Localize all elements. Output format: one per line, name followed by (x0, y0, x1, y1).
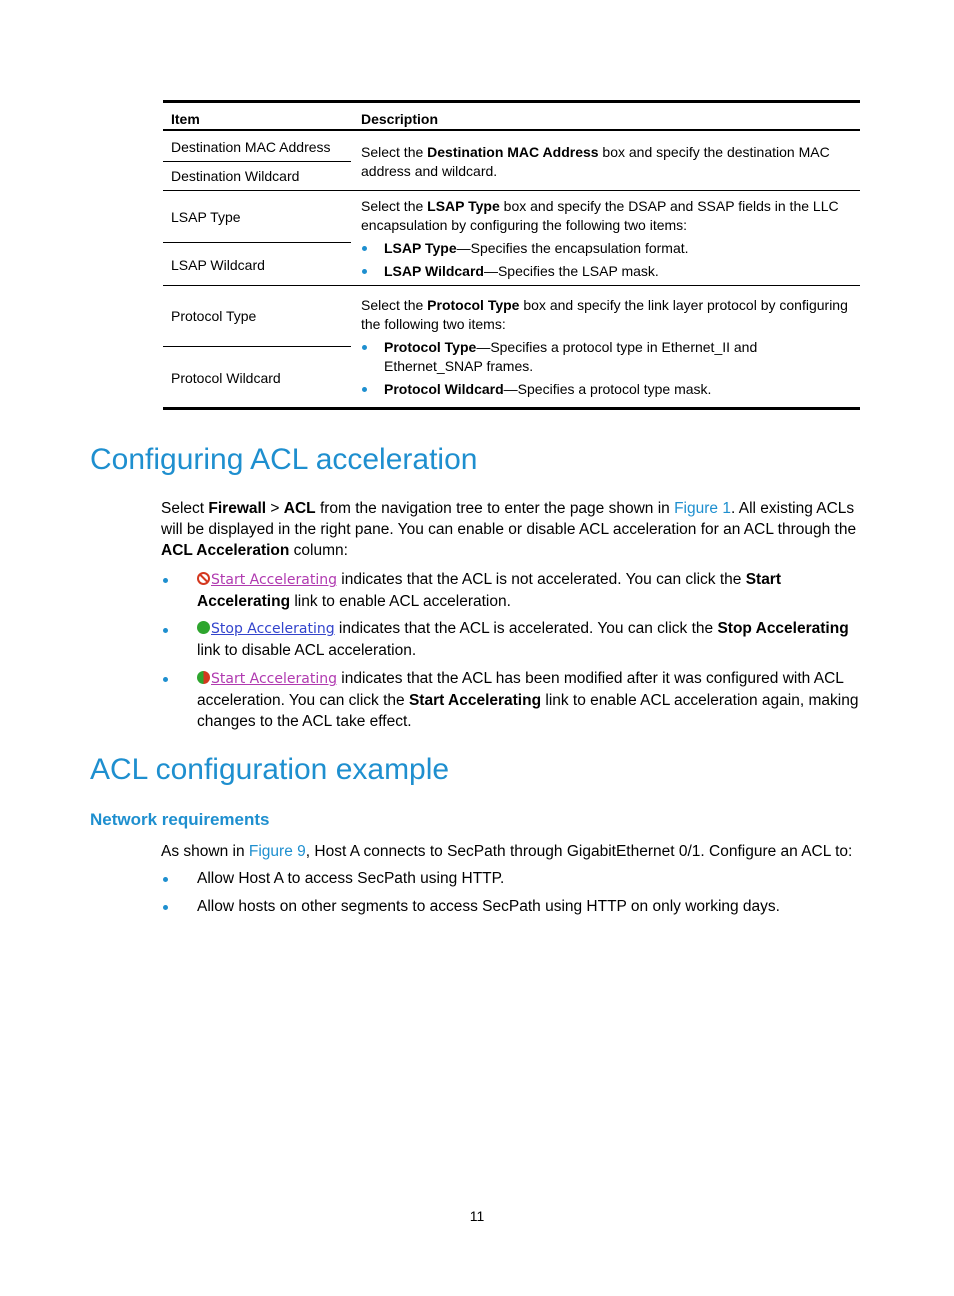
table-cell-protocol-type: Protocol Type (171, 308, 257, 324)
table-cell-lsap-desc: Select the LSAP Type box and specify the DSAP and SSAP fields in the LLC encapsulation by configuring the following two items: (361, 198, 839, 233)
table-cell-dest-desc: Select the Destination MAC Address box and specify the destination MAC address and wildcard. (361, 144, 830, 179)
table-header-item: Item (171, 111, 200, 127)
figure-9-link[interactable]: Figure 9 (248, 843, 306, 860)
bullet-dot (163, 628, 168, 633)
bullet-dot (163, 877, 168, 882)
start-accelerating-link[interactable]: Start Accelerating (211, 572, 337, 588)
table-bottom-rule (163, 407, 860, 410)
modified-icon (197, 671, 210, 684)
requirement-item: Allow hosts on other segments to access SecPath using HTTP on only working days. (197, 898, 780, 915)
row-divider (163, 161, 351, 162)
bullet-dot (163, 905, 168, 910)
stop-accelerating-link[interactable]: Stop Accelerating (211, 621, 335, 637)
bullet-dot (362, 269, 367, 274)
section-heading-acl-acceleration: Configuring ACL acceleration (90, 443, 478, 476)
start-accelerating-link[interactable]: Start Accelerating (211, 671, 337, 687)
requirement-item: Allow Host A to access SecPath using HTTP. (197, 870, 505, 887)
protocol-bullet-type: Protocol Type—Specifies a protocol type in Ethernet_II and Ethernet_SNAP frames. (384, 339, 758, 374)
bullet-dot (362, 387, 367, 392)
bullet-dot (362, 246, 367, 251)
row-divider (163, 285, 860, 286)
row-divider (163, 346, 351, 347)
table-cell-dest-mac: Destination MAC Address (171, 139, 331, 155)
table-cell-dest-wildcard: Destination Wildcard (171, 168, 300, 184)
lsap-bullet-wildcard: LSAP Wildcard—Specifies the LSAP mask. (384, 263, 659, 279)
bullet-accelerated: Stop Accelerating indicates that the ACL is accelerated. You can click the Stop Accelerating link to disable ACL acceleration. (197, 620, 849, 659)
accelerated-icon (197, 621, 210, 634)
table-header-rule (163, 129, 860, 131)
row-divider (163, 190, 860, 191)
figure-1-link[interactable]: Figure 1 (674, 500, 731, 517)
not-accelerated-icon (197, 572, 210, 585)
table-top-rule (163, 100, 860, 103)
table-cell-protocol-wildcard: Protocol Wildcard (171, 370, 281, 386)
bullet-not-accelerated: Start Accelerating indicates that the ACL is not accelerated. You can click the Start Accelerating link to enable ACL acceleration. (197, 571, 782, 610)
protocol-bullet-wildcard: Protocol Wildcard—Specifies a protocol type mask. (384, 381, 712, 397)
bullet-dot (163, 578, 168, 583)
table-header-description: Description (361, 111, 439, 127)
page-number: 11 (469, 1208, 485, 1224)
network-requirements-paragraph: As shown in Figure 9, Host A connects to SecPath through GigabitEthernet 0/1. Configure an ACL to: (161, 843, 853, 860)
table-cell-protocol-desc: Select the Protocol Type box and specify the link layer protocol by configuring the following two items: (361, 297, 848, 332)
bullet-dot (163, 677, 168, 682)
bullet-modified: Start Accelerating indicates that the ACL has been modified after it was configured with ACL acceleration. You can click the Start Accelerating link to enable ACL acceleration again, making changes to the ACL take effect. (197, 670, 859, 730)
bullet-dot (362, 345, 367, 350)
section-heading-acl-config-example: ACL configuration example (90, 753, 450, 786)
subheading-network-requirements: Network requirements (90, 810, 270, 829)
acceleration-intro-paragraph: Select Firewall > ACL from the navigation tree to enter the page shown in Figure 1. All existing ACLs will be displayed in the right pane. You can enable or disable ACL acceleration for an ACL through the ACL Acceleration column: (161, 500, 857, 559)
table-cell-lsap-wildcard: LSAP Wildcard (171, 257, 265, 273)
row-divider (163, 242, 351, 243)
lsap-bullet-type: LSAP Type—Specifies the encapsulation format. (384, 240, 689, 256)
table-cell-lsap-type: LSAP Type (171, 209, 241, 225)
